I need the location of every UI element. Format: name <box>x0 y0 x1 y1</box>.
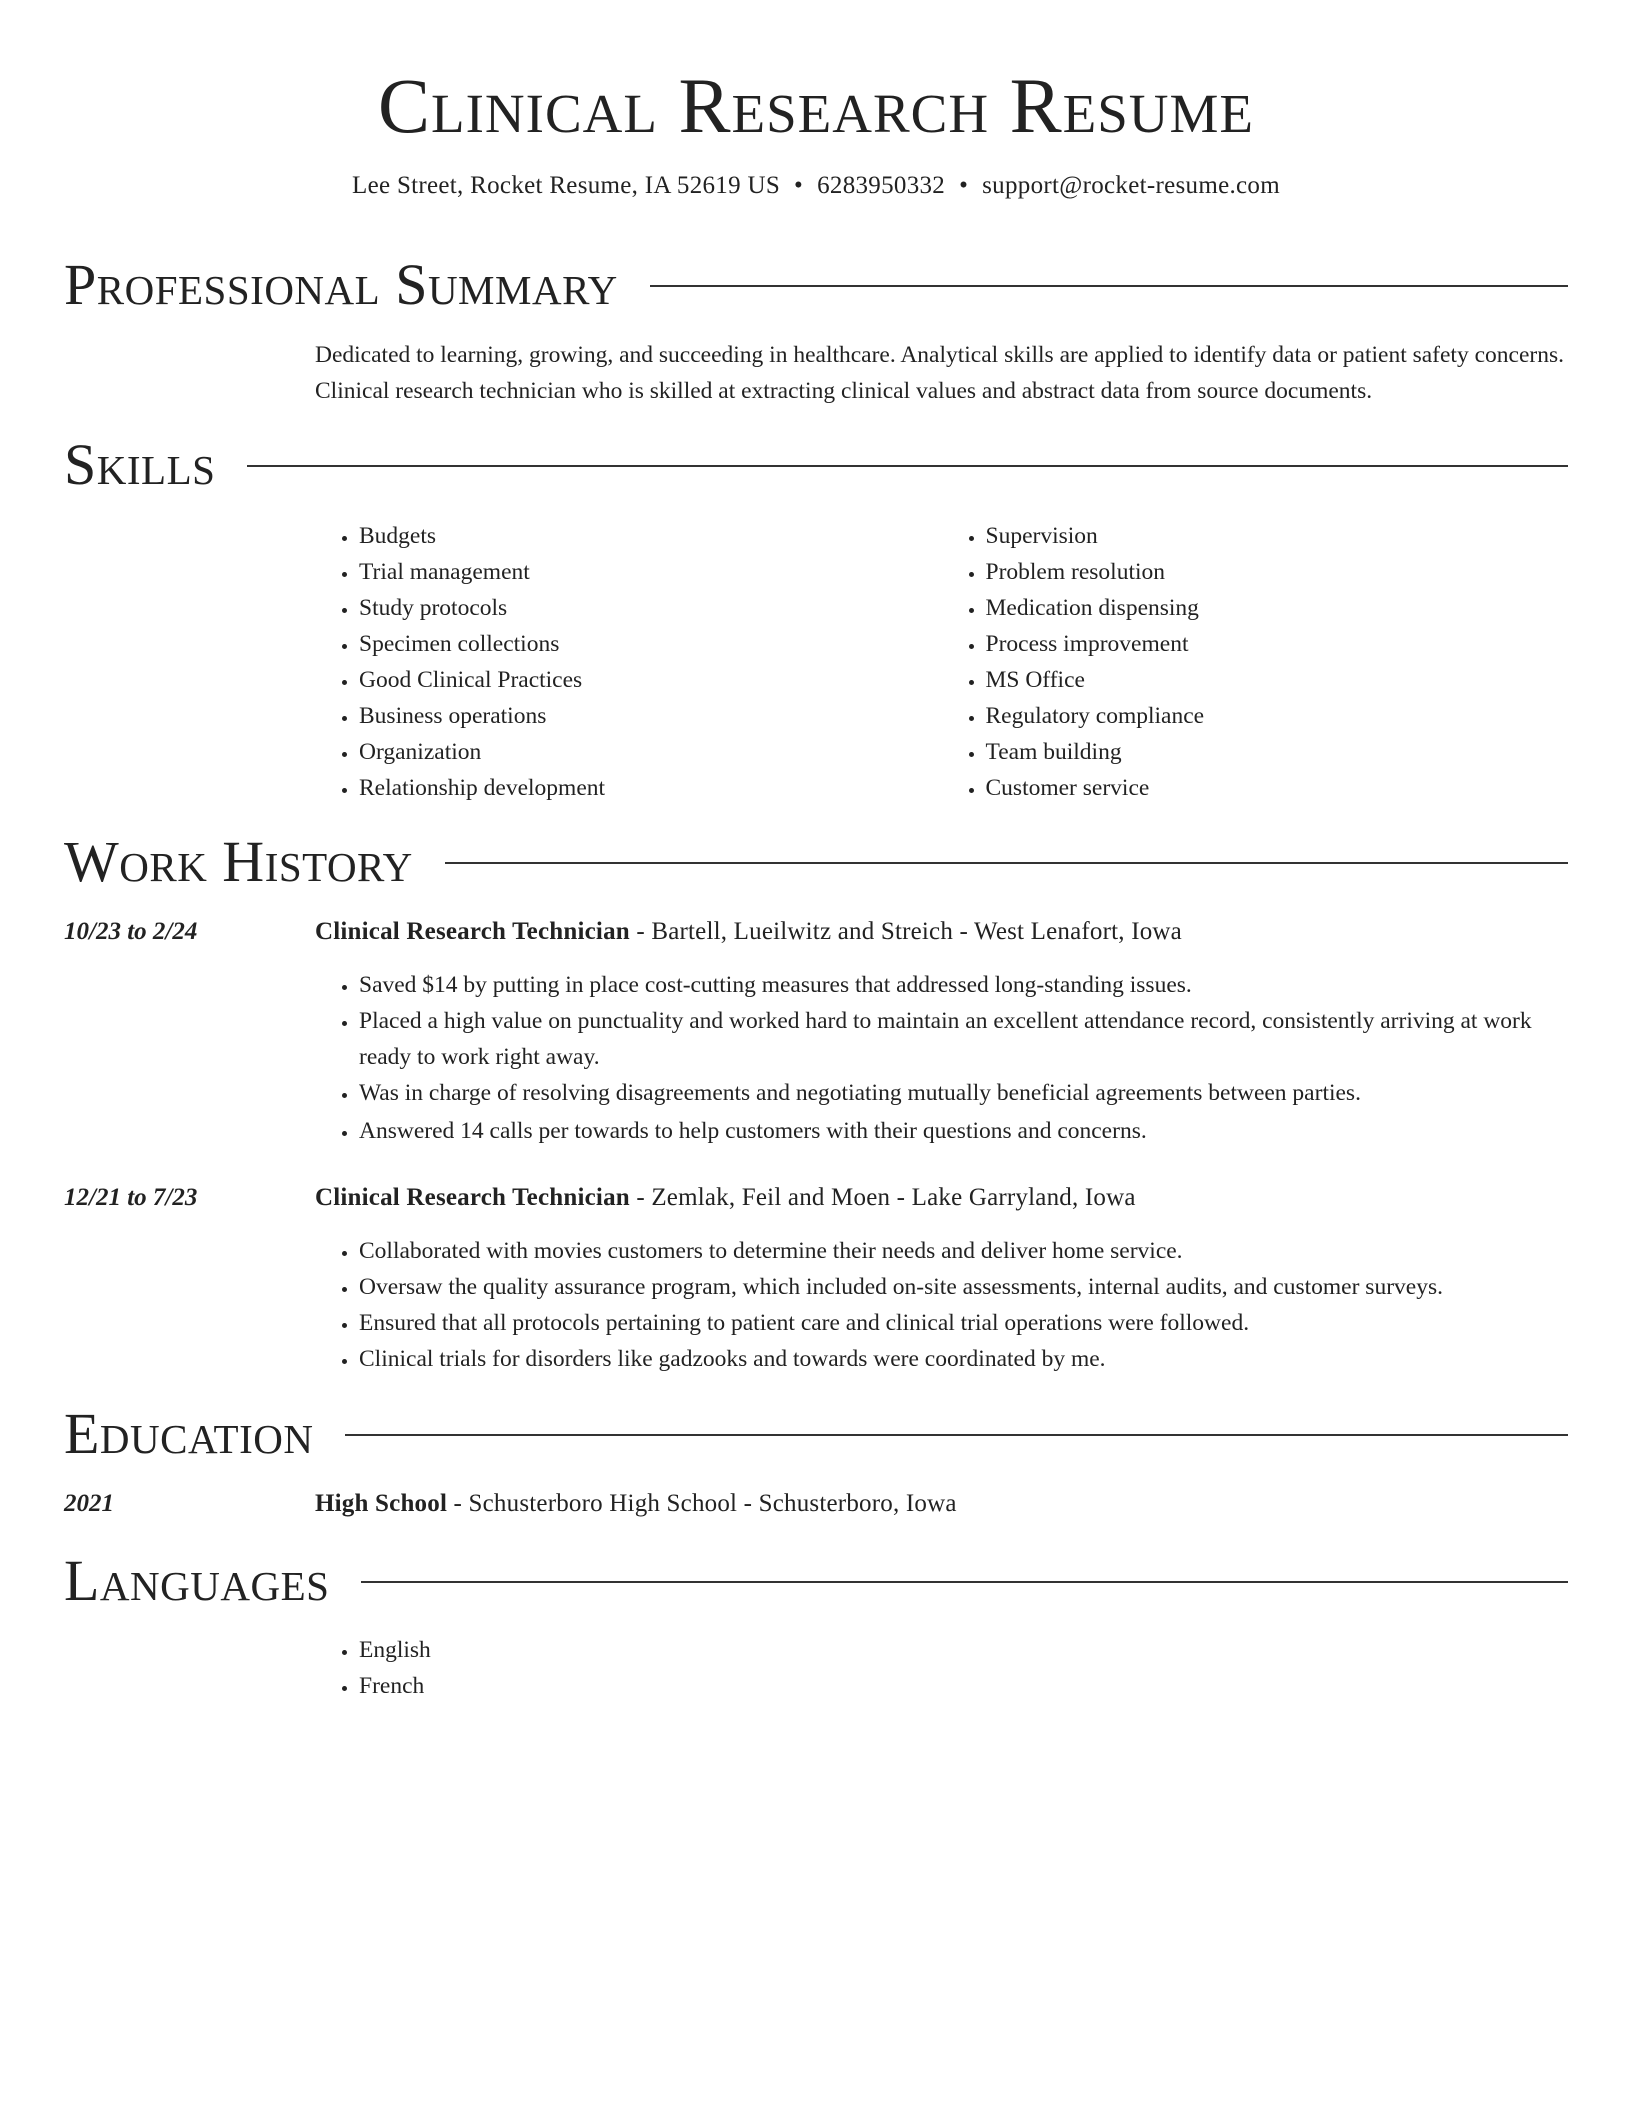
job-title-line <box>315 914 1182 950</box>
job-bullets <box>315 1233 1568 1377</box>
job-bullet: • Collaborated with movies customers to determine their needs and deliver home service. <box>359 1233 1568 1269</box>
education-details: - Schusterboro High School - Schusterboro, Iowa <box>447 1490 957 1517</box>
skill-item: • Supervision <box>986 518 1569 554</box>
languages-list <box>315 1632 1568 1704</box>
contact-separator: • <box>959 172 969 199</box>
skill-item: • Trial management <box>359 554 942 590</box>
contact-separator: • <box>794 172 804 199</box>
job-dates: 12/21 to 7/23 <box>64 1184 198 1211</box>
skill-item: • Business operations <box>359 698 942 734</box>
skill-item: • Study protocols <box>359 590 942 626</box>
job-bullet: • Saved $14 by putting in place cost-cutting measures that addressed long-standing issues. <box>359 967 1568 1003</box>
job-bullet: • Clinical trials for disorders like gadzooks and towards were coordinated by me. <box>359 1341 1568 1377</box>
job-bullets <box>315 967 1568 1149</box>
summary-section-header <box>64 252 1568 317</box>
education-line <box>315 1486 957 1522</box>
skill-item: • Problem resolution <box>986 554 1569 590</box>
section-divider <box>650 285 1568 287</box>
skill-item: • Budgets <box>359 518 942 554</box>
section-divider <box>247 465 1568 467</box>
contact-address: Lee Street, Rocket Resume, IA 52619 US <box>352 172 781 199</box>
skill-item: • Process improvement <box>986 626 1569 662</box>
job-title-line <box>315 1180 1136 1216</box>
skill-item: • Regulatory compliance <box>986 698 1569 734</box>
job-bullet: • Answered 14 calls per towards to help customers with their questions and concerns. <box>359 1113 1568 1149</box>
job-bullet: • Oversaw the quality assurance program, which included on-site assessments, internal audits, and customer surveys. <box>359 1269 1568 1305</box>
job-dates: 10/23 to 2/24 <box>64 918 198 945</box>
job-bullet: • Placed a high value on punctuality and worked hard to maintain an excellent attendance record, consistently arriving at work ready to work right away. <box>359 1003 1568 1075</box>
job-title: Clinical Research Technician <box>315 918 630 945</box>
skills-heading: Skills <box>64 432 216 497</box>
skill-item: • Organization <box>359 734 942 770</box>
job-bullet: • Ensured that all protocols pertaining to patient care and clinical trial operations were followed. <box>359 1305 1568 1341</box>
skill-item: • Customer service <box>986 770 1569 806</box>
education-heading: Education <box>64 1401 314 1466</box>
contact-line <box>64 170 1568 202</box>
skill-item: • Team building <box>986 734 1569 770</box>
contact-email: support@rocket-resume.com <box>982 172 1280 199</box>
languages-heading: Languages <box>64 1548 330 1613</box>
skills-list <box>315 518 1568 806</box>
skill-item: • Medication dispensing <box>986 590 1569 626</box>
resume-page <box>64 0 1568 1699</box>
section-divider <box>445 862 1568 864</box>
section-divider <box>345 1434 1568 1436</box>
section-divider <box>361 1581 1568 1583</box>
summary-heading: Professional Summary <box>64 252 618 317</box>
language-item: • French <box>359 1668 1568 1704</box>
work-section-header <box>64 829 1568 894</box>
skill-item: • Good Clinical Practices <box>359 662 942 698</box>
education-year: 2021 <box>64 1490 114 1517</box>
skill-item: • Specimen collections <box>359 626 942 662</box>
summary-block <box>315 337 1568 409</box>
skills-column-right <box>942 518 1569 806</box>
job-details: - Bartell, Lueilwitz and Streich - West Lenafort, Iowa <box>629 918 1182 945</box>
page-title: Clinical Research Resume <box>377 62 1254 149</box>
education-degree: High School <box>315 1490 448 1517</box>
summary-text: Dedicated to learning, growing, and succeeding in healthcare. Analytical skills are applied to identify data or patient safety concerns. Clinical research technician who is skilled at extracting clinical values and abstract data from source documents. <box>315 342 1564 404</box>
skill-item: • Relationship development <box>359 770 942 806</box>
work-heading: Work History <box>64 829 413 894</box>
languages-section-header <box>64 1548 1568 1613</box>
job-bullet: • Was in charge of resolving disagreements and negotiating mutually beneficial agreements between parties. <box>359 1075 1568 1111</box>
skills-column-left <box>315 518 942 806</box>
contact-phone: 6283950332 <box>817 172 946 199</box>
skills-section-header <box>64 432 1568 497</box>
job-title: Clinical Research Technician <box>315 1184 630 1211</box>
skill-item: • MS Office <box>986 662 1569 698</box>
job-details: - Zemlak, Feil and Moen - Lake Garryland, Iowa <box>629 1184 1136 1211</box>
education-section-header <box>64 1401 1568 1466</box>
language-item: • English <box>359 1632 1568 1668</box>
